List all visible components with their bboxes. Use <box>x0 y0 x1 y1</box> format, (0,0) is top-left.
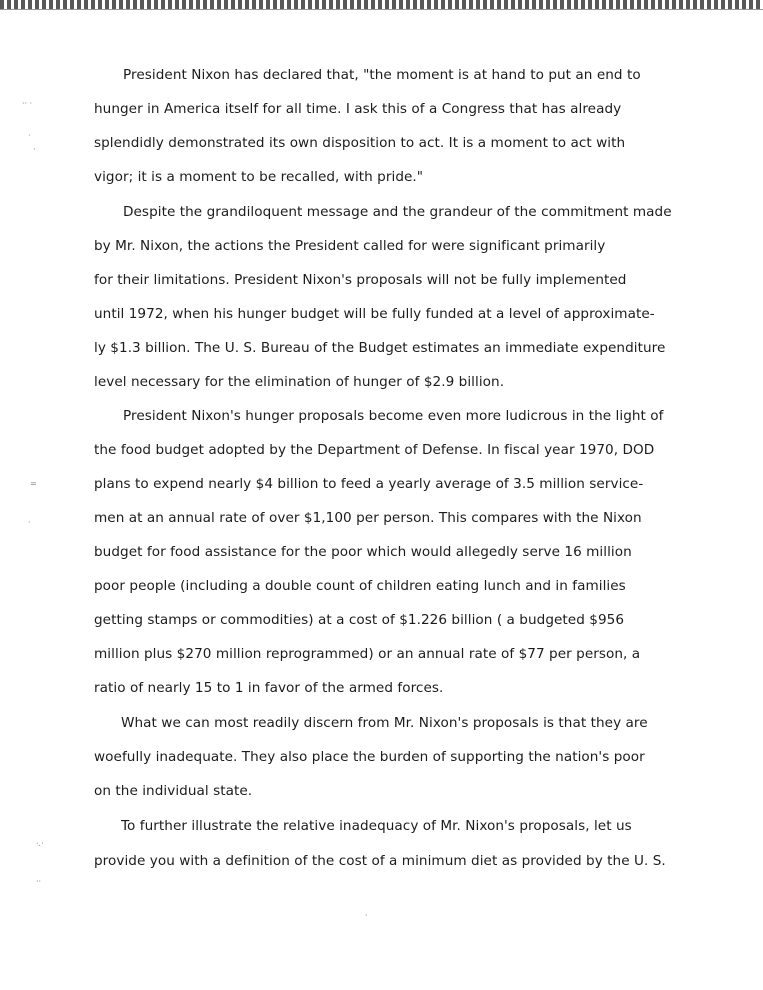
scan-speck: = <box>30 479 37 488</box>
text-line: To further illustrate the relative inadequacy of Mr. Nixon's proposals, let us <box>121 818 632 834</box>
text-line: woefully inadequate. They also place the burden of supporting the nation's poor <box>94 749 645 765</box>
text-line: men at an annual rate of over $1,100 per person. This compares with the Nixon <box>94 510 642 526</box>
text-line: Despite the grandiloquent message and the grandeur of the commitment made <box>123 204 672 220</box>
text-line: President Nixon's hunger proposals become even more ludicrous in the light of <box>123 408 664 424</box>
text-line: plans to expend nearly $4 billion to feed a yearly average of 3.5 million service- <box>94 476 644 492</box>
scan-speck: · <box>28 131 31 140</box>
text-line: poor people (including a double count of children eating lunch and in families <box>94 578 626 594</box>
text-line: by Mr. Nixon, the actions the President called for were significant primarily <box>94 238 606 254</box>
scan-top-rule <box>0 9 763 10</box>
text-line: What we can most readily discern from Mr. Nixon's proposals is that they are <box>121 715 648 731</box>
text-line: the food budget adopted by the Department of Defense. In fiscal year 1970, DOD <box>94 442 655 458</box>
scan-speck: ·· · <box>22 99 33 108</box>
text-line: splendidly demonstrated its own disposition to act. It is a moment to act with <box>94 135 626 151</box>
scan-speck: ·.· <box>36 839 44 848</box>
text-line: budget for food assistance for the poor which would allegedly serve 16 million <box>94 544 632 560</box>
text-line: provide you with a definition of the cost of a minimum diet as provided by the U. S. <box>94 853 666 869</box>
text-line: until 1972, when his hunger budget will be fully funded at a level of approximate- <box>94 306 655 322</box>
scan-speck: · <box>33 145 36 154</box>
text-line: million plus $270 million reprogrammed) or an annual rate of $77 per person, a <box>94 646 641 662</box>
text-line: on the individual state. <box>94 783 253 799</box>
text-line: vigor; it is a moment to be recalled, with pride." <box>94 169 424 185</box>
text-line: level necessary for the elimination of hunger of $2.9 billion. <box>94 374 505 390</box>
text-line: President Nixon has declared that, "the moment is at hand to put an end to <box>123 67 641 83</box>
scan-speck: · <box>28 518 31 527</box>
text-line: for their limitations. President Nixon's proposals will not be fully implemented <box>94 272 627 288</box>
text-line: hunger in America itself for all time. I ask this of a Congress that has already <box>94 101 622 117</box>
text-line: ratio of nearly 15 to 1 in favor of the armed forces. <box>94 680 444 696</box>
text-line: getting stamps or commodities) at a cost of $1.226 billion ( a budgeted $956 <box>94 612 625 628</box>
scan-speck: · <box>365 911 368 920</box>
text-line: ly $1.3 billion. The U. S. Bureau of the Budget estimates an immediate expenditure <box>94 340 666 356</box>
scan-speck: ·· <box>36 877 42 886</box>
scan-top-edge <box>0 0 763 9</box>
